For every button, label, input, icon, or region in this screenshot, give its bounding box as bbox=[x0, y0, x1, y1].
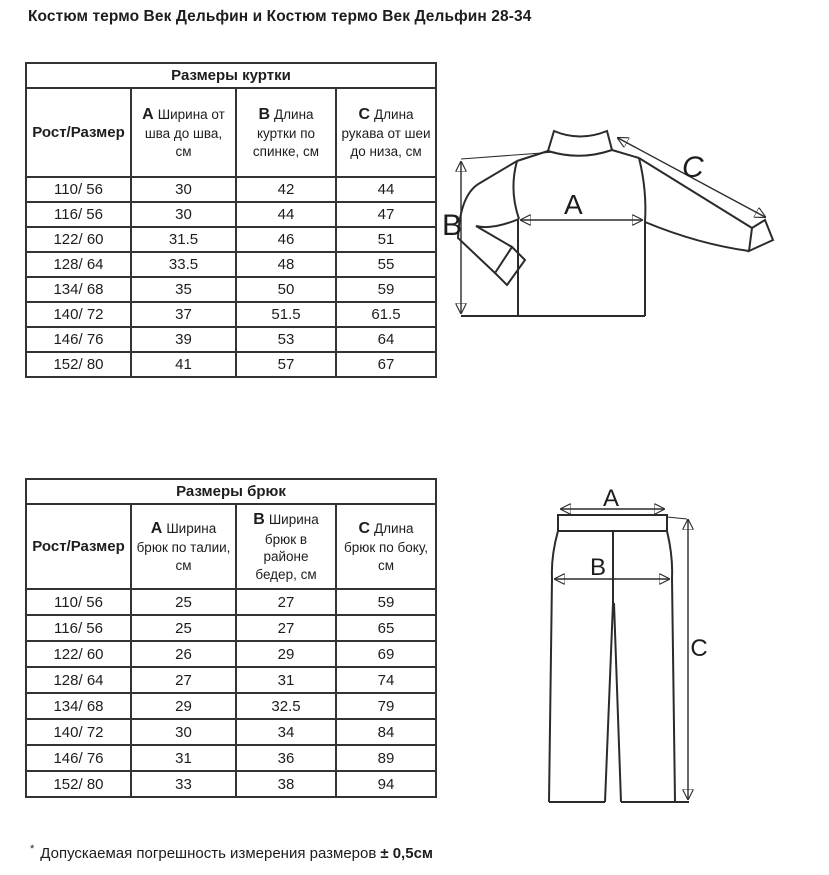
value-cell: 50 bbox=[236, 277, 336, 302]
size-cell: 122/ 60 bbox=[26, 227, 131, 252]
size-cell: 110/ 56 bbox=[26, 177, 131, 202]
table-row bbox=[26, 641, 436, 667]
column-header-row bbox=[26, 88, 436, 177]
size-cell: 152/ 80 bbox=[26, 352, 131, 377]
jacket-right-shoulder bbox=[612, 150, 639, 158]
value-cell: 89 bbox=[336, 745, 436, 771]
value-cell: 37 bbox=[131, 302, 236, 327]
value-cell: 59 bbox=[336, 277, 436, 302]
size-cell: 128/ 64 bbox=[26, 252, 131, 277]
jacket-dimension-label-a: A bbox=[564, 189, 583, 220]
value-cell: 30 bbox=[131, 202, 236, 227]
footnote-asterisk: * bbox=[30, 843, 35, 855]
size-cell: 152/ 80 bbox=[26, 771, 131, 797]
table-row bbox=[26, 302, 436, 327]
pants-c-top-reference-line bbox=[667, 517, 687, 519]
value-cell: 42 bbox=[236, 177, 336, 202]
jacket-table-body bbox=[26, 177, 436, 377]
pants-dimension-label-b: B bbox=[589, 554, 607, 581]
value-cell: 35 bbox=[131, 277, 236, 302]
column-label-b: Длина куртки по спинке, см bbox=[252, 106, 320, 159]
column-header-row bbox=[26, 504, 436, 589]
value-cell: 51.5 bbox=[236, 302, 336, 327]
table-title-row bbox=[26, 479, 436, 504]
value-cell: 67 bbox=[336, 352, 436, 377]
table-title-row bbox=[26, 63, 436, 88]
column-header-c bbox=[336, 88, 436, 177]
value-cell: 94 bbox=[336, 771, 436, 797]
footnote-tolerance-value: ± 0,5см bbox=[380, 845, 434, 862]
pants-left-outer-edge bbox=[549, 531, 558, 802]
column-label-b: Ширина брюк в районе бедер, см bbox=[255, 511, 319, 582]
value-cell: 25 bbox=[131, 589, 236, 615]
value-cell: 38 bbox=[236, 771, 336, 797]
size-cell: 122/ 60 bbox=[26, 641, 131, 667]
value-cell: 31 bbox=[131, 745, 236, 771]
table-row bbox=[26, 693, 436, 719]
jacket-table-title: Размеры куртки bbox=[26, 63, 436, 88]
table-row bbox=[26, 771, 436, 797]
value-cell: 64 bbox=[336, 327, 436, 352]
column-header-b bbox=[236, 88, 336, 177]
row-header-height-size: Рост/Размер bbox=[26, 88, 131, 177]
table-row bbox=[26, 227, 436, 252]
value-cell: 51 bbox=[336, 227, 436, 252]
jacket-right-cuff bbox=[749, 220, 773, 251]
size-cell: 128/ 64 bbox=[26, 667, 131, 693]
value-cell: 33.5 bbox=[131, 252, 236, 277]
value-cell: 61.5 bbox=[336, 302, 436, 327]
column-letter-b: B bbox=[258, 105, 271, 123]
value-cell: 39 bbox=[131, 327, 236, 352]
value-cell: 79 bbox=[336, 693, 436, 719]
tolerance-footnote bbox=[30, 843, 433, 862]
value-cell: 29 bbox=[131, 693, 236, 719]
column-label-c: Длина брюк по боку, см bbox=[343, 520, 429, 573]
pants-dimension-label-c: C bbox=[690, 635, 708, 662]
column-letter-a: A bbox=[150, 519, 163, 537]
column-letter-c: C bbox=[358, 105, 371, 123]
pants-diagram bbox=[535, 478, 715, 850]
value-cell: 55 bbox=[336, 252, 436, 277]
size-cell: 134/ 68 bbox=[26, 277, 131, 302]
value-cell: 29 bbox=[236, 641, 336, 667]
column-letter-a: A bbox=[142, 105, 154, 123]
value-cell: 44 bbox=[336, 177, 436, 202]
value-cell: 74 bbox=[336, 667, 436, 693]
jacket-body bbox=[518, 219, 645, 316]
table-row bbox=[26, 719, 436, 745]
table-row bbox=[26, 352, 436, 377]
table-row bbox=[26, 177, 436, 202]
value-cell: 53 bbox=[236, 327, 336, 352]
column-label-c: Длина рукава от шеи до низа, см bbox=[341, 106, 431, 159]
table-row bbox=[26, 615, 436, 641]
value-cell: 30 bbox=[131, 177, 236, 202]
pants-table-title: Размеры брюк bbox=[26, 479, 436, 504]
column-header-c bbox=[336, 504, 436, 589]
column-header-a bbox=[131, 88, 236, 177]
value-cell: 32.5 bbox=[236, 693, 336, 719]
value-cell: 31.5 bbox=[131, 227, 236, 252]
value-cell: 27 bbox=[236, 615, 336, 641]
column-letter-c: C bbox=[358, 519, 371, 537]
jacket-left-cuff bbox=[495, 247, 525, 285]
value-cell: 48 bbox=[236, 252, 336, 277]
value-cell: 25 bbox=[131, 615, 236, 641]
column-letter-b: B bbox=[253, 510, 265, 528]
column-label-a: Ширина брюк по талии, см bbox=[136, 520, 231, 573]
value-cell: 34 bbox=[236, 719, 336, 745]
size-cell: 146/ 76 bbox=[26, 745, 131, 771]
value-cell: 69 bbox=[336, 641, 436, 667]
pants-waistband bbox=[558, 515, 667, 531]
row-header-height-size: Рост/Размер bbox=[26, 504, 131, 589]
jacket-dimension-label-b: B bbox=[442, 209, 463, 242]
value-cell: 65 bbox=[336, 615, 436, 641]
value-cell: 26 bbox=[131, 641, 236, 667]
size-cell: 140/ 72 bbox=[26, 719, 131, 745]
value-cell: 30 bbox=[131, 719, 236, 745]
column-header-a bbox=[131, 504, 236, 589]
table-row bbox=[26, 667, 436, 693]
column-header-b bbox=[236, 504, 336, 589]
pants-right-outer-edge bbox=[667, 531, 675, 802]
pants-crotch-seam bbox=[605, 531, 621, 802]
pants-table-body bbox=[26, 589, 436, 797]
jacket-collar bbox=[548, 131, 612, 156]
size-cell: 116/ 56 bbox=[26, 615, 131, 641]
jacket-dimension-label-c: C bbox=[682, 151, 704, 184]
value-cell: 46 bbox=[236, 227, 336, 252]
size-cell: 146/ 76 bbox=[26, 327, 131, 352]
pants-size-table bbox=[25, 478, 437, 798]
table-row bbox=[26, 327, 436, 352]
value-cell: 44 bbox=[236, 202, 336, 227]
value-cell: 27 bbox=[131, 667, 236, 693]
value-cell: 27 bbox=[236, 589, 336, 615]
value-cell: 84 bbox=[336, 719, 436, 745]
jacket-b-top-reference-line bbox=[461, 152, 555, 159]
jacket-right-raglan-seam bbox=[639, 158, 645, 222]
table-row bbox=[26, 202, 436, 227]
value-cell: 36 bbox=[236, 745, 336, 771]
page-title: Костюм термо Век Дельфин и Костюм термо Век Дельфин 28-34 bbox=[28, 8, 532, 25]
footnote-text: Допускаемая погрешность измерения размеров bbox=[40, 845, 377, 862]
pants-dimension-label-a: A bbox=[602, 485, 620, 512]
size-cell: 116/ 56 bbox=[26, 202, 131, 227]
value-cell: 41 bbox=[131, 352, 236, 377]
value-cell: 59 bbox=[336, 589, 436, 615]
table-row bbox=[26, 252, 436, 277]
size-cell: 134/ 68 bbox=[26, 693, 131, 719]
value-cell: 33 bbox=[131, 771, 236, 797]
table-row bbox=[26, 277, 436, 302]
value-cell: 57 bbox=[236, 352, 336, 377]
column-label-a: Ширина от шва до шва, см bbox=[144, 106, 225, 159]
jacket-left-sleeve bbox=[458, 161, 519, 273]
table-row bbox=[26, 745, 436, 771]
value-cell: 47 bbox=[336, 202, 436, 227]
table-row bbox=[26, 589, 436, 615]
value-cell: 31 bbox=[236, 667, 336, 693]
jacket-left-raglan-seam bbox=[513, 161, 519, 219]
jacket-diagram bbox=[440, 90, 829, 340]
size-cell: 140/ 72 bbox=[26, 302, 131, 327]
size-cell: 110/ 56 bbox=[26, 589, 131, 615]
jacket-size-table bbox=[25, 62, 437, 378]
